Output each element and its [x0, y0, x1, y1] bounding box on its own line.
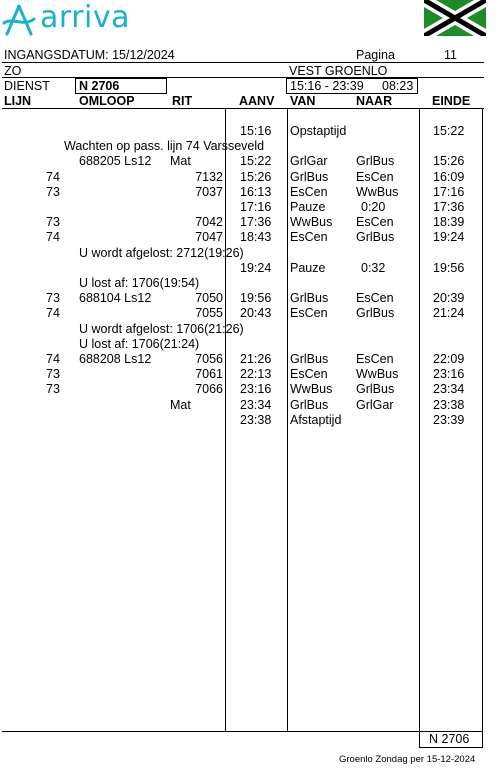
cell-naar: EsCen [356, 291, 394, 305]
arriva-logo [2, 2, 147, 38]
cell-einde: 19:24 [433, 230, 465, 244]
cell-aanv: 19:56 [240, 291, 272, 305]
cell-einde: 22:09 [433, 352, 465, 366]
cell-van: Opstaptijd [290, 124, 347, 138]
cell-naar: WwBus [356, 185, 399, 199]
cell-lijn: 73 [46, 185, 60, 199]
cell-rit-text: Mat [170, 398, 191, 412]
cell-rit: 7066 [195, 382, 223, 396]
cell-naar: GrlBus [356, 306, 395, 320]
aanv-column-line [225, 108, 226, 731]
cell-naar: EsCen [356, 170, 394, 184]
col-einde: EINDE [432, 94, 471, 108]
row-note: Wachten op pass. lijn 74 Varsseveld [64, 139, 265, 153]
cell-rit: 7037 [195, 185, 223, 199]
cell-van: GrlBus [290, 291, 329, 305]
col-omloop: OMLOOP [79, 94, 135, 108]
cell-einde: 21:24 [433, 306, 465, 320]
cell-rit: 7056 [195, 352, 223, 366]
row-note: U lost af: 1706(21:24) [79, 337, 200, 351]
cell-aanv: 17:16 [240, 200, 272, 214]
footer-caption: Groenlo Zondag per 15-12-2024 [339, 754, 476, 765]
row-note: U wordt afgelost: 2712(19:26) [79, 246, 244, 260]
cell-aanv: 23:38 [240, 413, 272, 427]
cell-lijn: 73 [46, 382, 60, 396]
cell-lijn: 73 [46, 291, 60, 305]
cell-naar: 0:32 [361, 261, 386, 275]
cell-aanv: 21:26 [240, 352, 272, 366]
dienst-number: N 2706 [79, 79, 120, 93]
cell-rit: 7050 [195, 291, 223, 305]
cell-einde: 15:22 [433, 124, 465, 138]
cell-van: GrlGar [290, 154, 328, 168]
einde-column-line [419, 108, 420, 748]
cell-einde: 23:34 [433, 382, 465, 396]
cell-aanv: 15:26 [240, 170, 272, 184]
cell-omloop: 688104 Ls12 [79, 291, 152, 305]
cell-lijn: 73 [46, 215, 60, 229]
header-divider-top [2, 62, 484, 63]
cell-van: Pauze [290, 261, 326, 275]
cell-naar: EsCen [356, 352, 394, 366]
cell-van: GrlBus [290, 352, 329, 366]
cell-naar: EsCen [356, 215, 394, 229]
cell-aanv: 19:24 [240, 261, 272, 275]
cell-einde: 17:16 [433, 185, 465, 199]
cell-aanv: 17:36 [240, 215, 272, 229]
cell-aanv: 15:22 [240, 154, 272, 168]
col-aanv: AANV [239, 94, 275, 108]
cell-lijn: 74 [46, 352, 60, 366]
cell-einde: 17:36 [433, 200, 465, 214]
cell-rit: 7055 [195, 306, 223, 320]
arriva-logo-mark-icon [2, 3, 36, 37]
cell-naar: 0:20 [361, 200, 386, 214]
col-rit: RIT [172, 94, 193, 108]
cell-van: WwBus [290, 215, 333, 229]
cell-lijn: 74 [46, 170, 60, 184]
cell-naar: WwBus [356, 367, 399, 381]
day-code: ZO [4, 64, 22, 78]
cell-einde: 18:39 [433, 215, 465, 229]
cell-einde: 19:56 [433, 261, 465, 275]
cell-van: GrlBus [290, 170, 329, 184]
table-bottom-line [2, 731, 483, 732]
row-note: U lost af: 1706(19:54) [79, 276, 200, 290]
region-flag-icon [424, 0, 486, 36]
cell-einde: 23:16 [433, 367, 465, 381]
cell-naar: GrlBus [356, 154, 395, 168]
row-note: U wordt afgelost: 1706(21:26) [79, 322, 244, 336]
cell-einde: 23:39 [433, 413, 465, 427]
duration: 08:23 [382, 79, 414, 93]
footer-dienst-number: N 2706 [429, 732, 470, 746]
cell-rit: 7061 [195, 367, 223, 381]
cell-naar: GrlGar [356, 398, 394, 412]
cell-rit: 7132 [195, 170, 223, 184]
cell-aanv: 20:43 [240, 306, 272, 320]
cell-aanv: 15:16 [240, 124, 272, 138]
pagina-label: Pagina [356, 48, 395, 62]
cell-aanv: 22:13 [240, 367, 272, 381]
cell-lijn: 73 [46, 367, 60, 381]
right-border-line [482, 108, 483, 748]
cell-omloop-extra: Mat [170, 154, 191, 168]
dienst-label: DIENST [4, 79, 50, 93]
pagina-number: 11 [444, 48, 457, 62]
cell-lijn: 74 [46, 230, 60, 244]
cell-naar: GrlBus [356, 230, 395, 244]
cell-einde: 23:38 [433, 398, 465, 412]
cell-van: EsCen [290, 185, 328, 199]
cell-aanv: 23:16 [240, 382, 272, 396]
cell-einde: 15:26 [433, 154, 465, 168]
cell-van: GrlBus [290, 398, 329, 412]
col-van: VAN [290, 94, 316, 108]
ingangsdatum: INGANGSDATUM: 15/12/2024 [4, 48, 175, 62]
col-naar: NAAR [356, 94, 393, 108]
cell-einde: 20:39 [433, 291, 465, 305]
cell-van: Afstaptijd [290, 413, 342, 427]
cell-rit: 7042 [195, 215, 223, 229]
location: VEST GROENLO [289, 64, 388, 78]
cell-van: WwBus [290, 382, 333, 396]
region-flag [424, 0, 486, 36]
cell-van: EsCen [290, 306, 328, 320]
arriva-wordmark: arriva [40, 0, 130, 35]
cell-einde: 16:09 [433, 170, 465, 184]
van-column-line [287, 108, 288, 731]
cell-rit: 7047 [195, 230, 223, 244]
cell-van: Pauze [290, 200, 326, 214]
cell-lijn: 74 [46, 306, 60, 320]
cell-van: EsCen [290, 367, 328, 381]
cell-aanv: 16:13 [240, 185, 272, 199]
cell-van: EsCen [290, 230, 328, 244]
cell-aanv: 18:43 [240, 230, 272, 244]
column-header-divider [2, 108, 484, 109]
cell-aanv: 23:34 [240, 398, 272, 412]
footer-box-bottom [419, 747, 483, 748]
time-range: 15:16 - 23:39 [290, 79, 364, 93]
cell-omloop: 688205 Ls12 [79, 154, 152, 168]
col-lijn: LIJN [4, 94, 32, 108]
cell-omloop: 688208 Ls12 [79, 352, 152, 366]
cell-naar: GrlBus [356, 382, 395, 396]
